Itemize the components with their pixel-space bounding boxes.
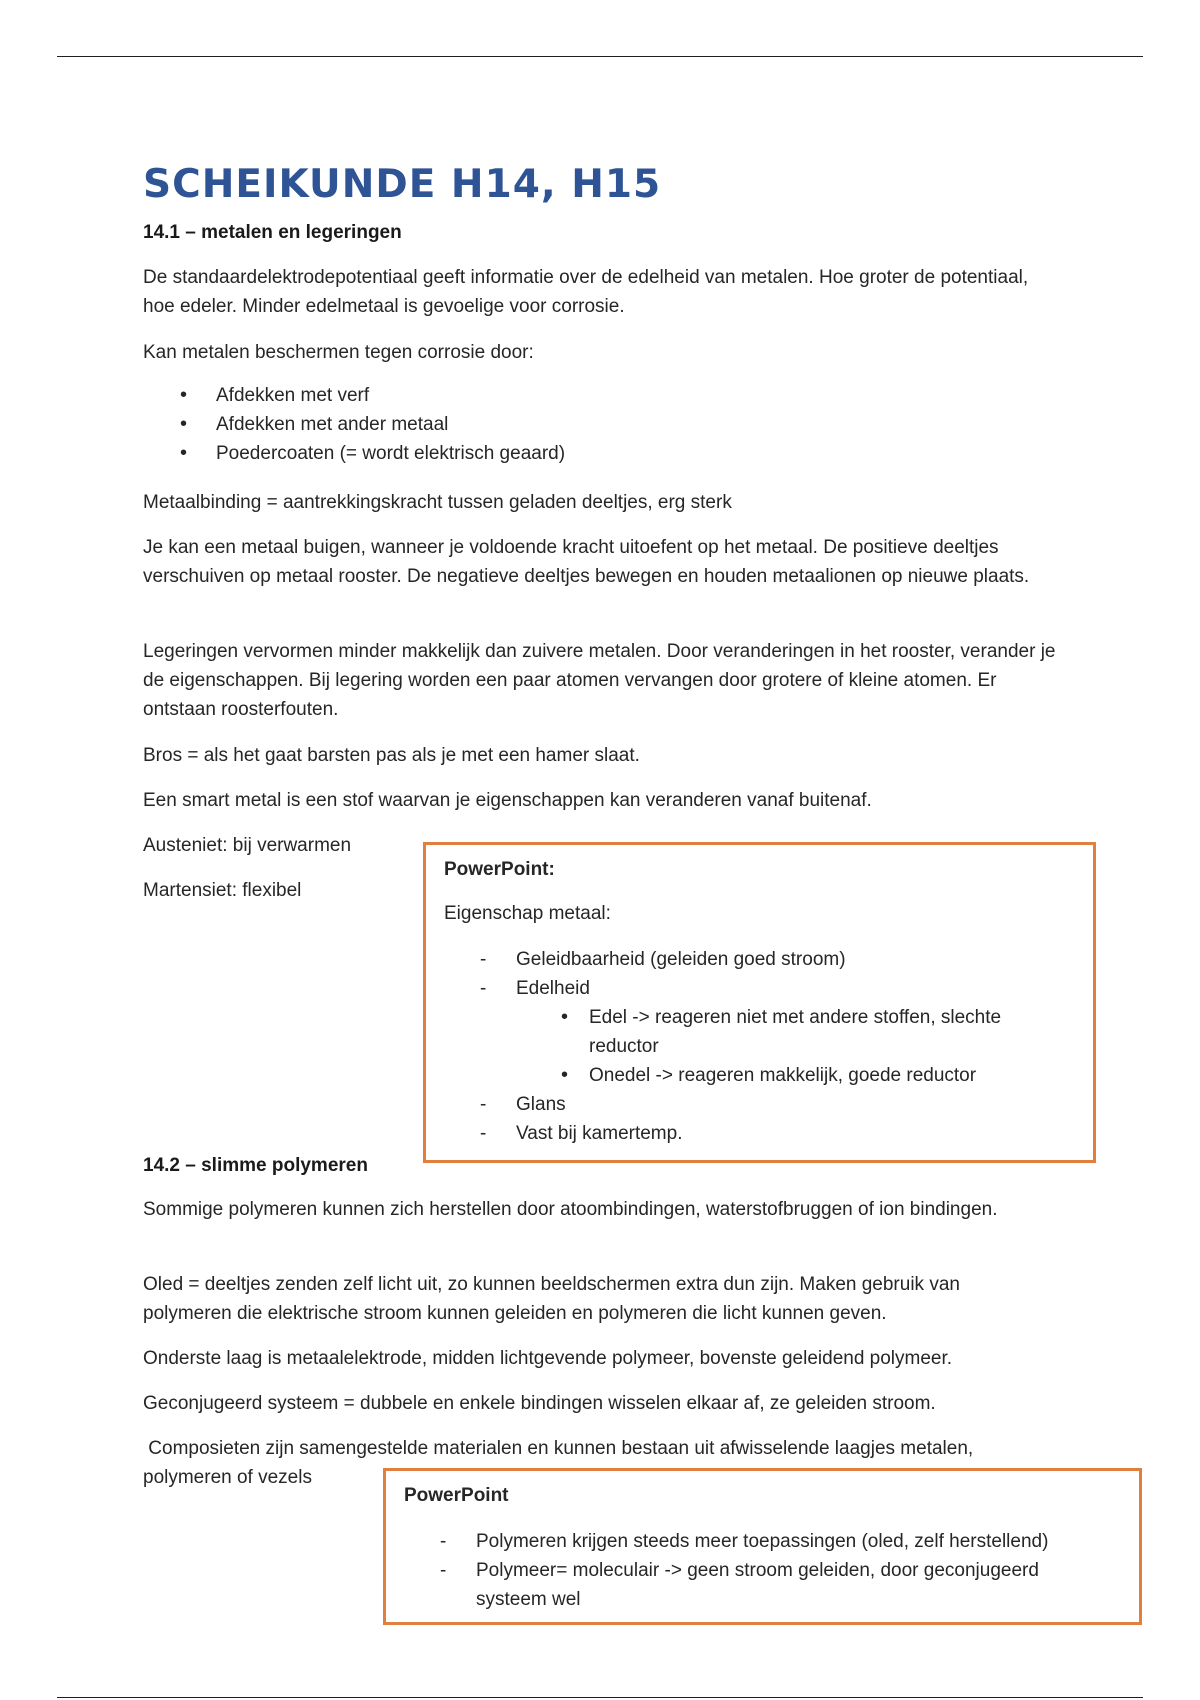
paragraph-corrosie-intro: Kan metalen beschermen tegen corrosie door: [143, 342, 534, 363]
list-item: - Polymeren krijgen steeds meer toepassingen (oled, zelf herstellend) [404, 1527, 1104, 1556]
list-item: • Poedercoaten (= wordt elektrisch geaard) [143, 439, 565, 468]
paragraph-bros: Bros = als het gaat barsten pas als je met een hamer slaat. [143, 745, 640, 766]
paragraph-polymeren-herstellen: Sommige polymeren kunnen zich herstellen door atoombindingen, waterstofbruggen of ion bindingen. [143, 1199, 998, 1220]
paragraph-martensiet: Martensiet: flexibel [143, 880, 302, 901]
document-title: SCHEIKUNDE H14, H15 [143, 162, 662, 207]
paragraph-legeringen: Legeringen vervormen minder makkelijk dan zuivere metalen. Door veranderingen in het rooster, verander je de eigenschappen. Bij legering worden een paar atomen vervangen door grotere of kleine atomen. Er ontstaan roosterfouten. [143, 641, 1056, 720]
paragraph-lagen: Onderste laag is metaalelektrode, midden lichtgevende polymeer, bovenste geleidend polymeer. [143, 1348, 953, 1369]
list-item: - Geleidbaarheid (geleiden goed stroom) [444, 945, 1044, 974]
header-rule [57, 56, 1143, 57]
list-item: - Vast bij kamertemp. [444, 1119, 1044, 1148]
paragraph-composieten-cont: polymeren of vezels [143, 1467, 312, 1488]
eigenschap-list [444, 945, 1044, 1148]
list-item-label: Edelheid [516, 978, 590, 999]
powerpoint-box-metaal [423, 842, 1096, 1163]
list-item: • Afdekken met verf [143, 381, 565, 410]
paragraph-austeniet: Austeniet: bij verwarmen [143, 835, 352, 856]
polymeren-list [404, 1527, 1104, 1614]
list-item: - Polymeer= moleculair -> geen stroom geleiden, door geconjugeerd systeem wel [404, 1556, 1104, 1614]
footer-rule [57, 1697, 1143, 1698]
list-item: - Glans [444, 1090, 1044, 1119]
section-heading-14-1: 14.1 – metalen en legeringen [143, 222, 402, 243]
paragraph-smart-metal: Een smart metal is een stof waarvan je eigenschappen kan veranderen vanaf buitenaf. [143, 790, 872, 811]
paragraph-oled: Oled = deeltjes zenden zelf licht uit, zo kunnen beeldschermen extra dun zijn. Maken gebruik van polymeren die elektrische stroom kunnen geleiden en polymeren die licht kunnen geven. [143, 1274, 960, 1324]
paragraph-metaalbinding: Metaalbinding = aantrekkingskracht tussen geladen deeltjes, erg sterk [143, 492, 732, 513]
section-heading-14-2: 14.2 – slimme polymeren [143, 1155, 368, 1176]
paragraph-composieten: Composieten zijn samengestelde materialen en kunnen bestaan uit afwisselende laagjes metalen, [143, 1438, 974, 1459]
sub-list-item: • Edel -> reageren niet met andere stoffen, slechte reductor [444, 1003, 1044, 1061]
box-heading: PowerPoint: [444, 859, 555, 880]
corrosie-bullet-list [143, 381, 565, 468]
powerpoint-box-polymeren [383, 1468, 1142, 1625]
box-intro: Eigenschap metaal: [444, 903, 611, 924]
sub-list-item: • Onedel -> reageren makkelijk, goede reductor [444, 1061, 1044, 1090]
edelheid-sub-list [516, 1003, 1044, 1090]
list-item [444, 974, 1044, 1090]
paragraph-edelheid: De standaardelektrodepotentiaal geeft informatie over de edelheid van metalen. Hoe groter de potentiaal, hoe edeler. Minder edelmetaal is gevoelige voor corrosie. [143, 267, 1029, 317]
paragraph-metaal-buigen: Je kan een metaal buigen, wanneer je voldoende kracht uitoefent op het metaal. De positieve deeltjes verschuiven op metaal rooster. De negatieve deeltjes bewegen en houden metaalionen op nieuwe plaats. [143, 537, 1030, 587]
box-heading: PowerPoint [404, 1485, 509, 1506]
paragraph-geconjugeerd: Geconjugeerd systeem = dubbele en enkele bindingen wisselen elkaar af, ze geleiden stroom. [143, 1393, 936, 1414]
list-item: • Afdekken met ander metaal [143, 410, 565, 439]
